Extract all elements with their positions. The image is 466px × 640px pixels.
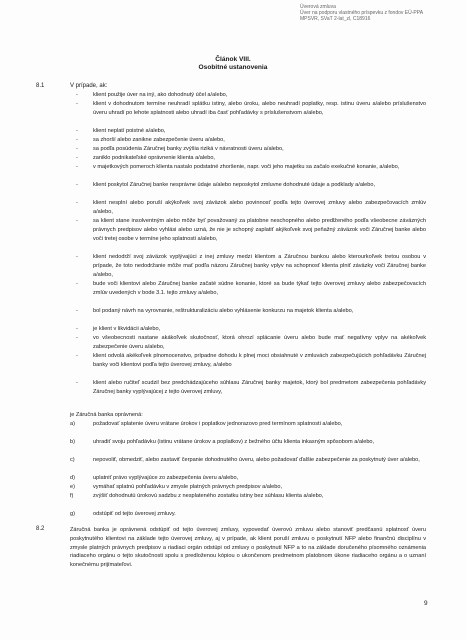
bullet-marker: - (76, 353, 78, 359)
rights-item-text: zvýšiť dohodnutú úrokovú sadzbu z nesplateného zostatku istiny bez súhlasu klienta a/alebo, (93, 493, 324, 499)
rights-item-label: a) (70, 421, 75, 427)
bullet-marker: - (76, 137, 78, 143)
condition-item: klient poskytol Záručnej banke nesprávne údaje a/alebo neposkytol zmluvne dohodnuté údaje a podklady a/alebo, (93, 182, 376, 188)
condition-item: klient alebo ručiteľ scudzil bez predchádzajúceho súhlasu Záručnej banky majetok, ktorý bol predmetom zabezpečenia pohľadávky Záručnej banky vyplývajúcej z tejto úverovej zmluvy, (93, 380, 426, 395)
condition-item: sa klient stane insolventným alebo môže byť považovaný za platobne neschopného alebo predlženého podľa všeobecne záväzných právnych predpisov alebo vyhlási alebo uzná, že nie je schopný zaplatiť akýkoľvek svoj peňažný záväzok voči Záručnej banke alebo voči tretej osobe v termíne jeho splatnosti a/alebo, (93, 218, 426, 242)
bullet-marker: - (76, 92, 78, 98)
rights-item-text: uhradiť svoju pohľadávku (istinu vrátane úrokov a poplatkov) z bežného účtu klienta inkasným spôsobom a/alebo, (93, 439, 375, 445)
condition-item: klient nesplní alebo poruší akýkoľvek svoj záväzok alebo povinnosť podľa tejto úverovej zmluvy alebo zabezpečovacích zmlúv a/alebo, (93, 200, 426, 215)
section-8-1-intro: V prípade, ak: (70, 83, 108, 89)
bullet-marker: - (76, 335, 78, 341)
article-number: Článok VIII. (215, 56, 251, 63)
section-8-2-text: Záručná banka je oprávnená odstúpiť od tejto úverovej zmluvy, vypovedať úverovú zmluvu alebo stanoviť predčasnú splatnosť úveru poskytnutého klientovi na základe tejto úverovej zmluvy, aj v prípade, ak klient poruší zmluvu o poskytnutí NFP alebo finančnú disciplínu v zmysle platných právnych predpisov a riadiaci orgán odstúpi od zmluvy o poskytnutí NFP a to na základe doručeného písomného oznámenia riadiaceho orgánu o tejto skutočnosti spolu s predloženou kópiou o ukončenom predmetnom platobnom úkone riadiaceho orgánu a o uznaní konečnému prijímateľovi. (70, 527, 426, 569)
rights-intro: je Záručná banka oprávnená: (70, 412, 143, 418)
bullet-marker: - (76, 101, 78, 107)
bullet-marker: - (76, 164, 78, 170)
page-number: 9 (424, 600, 428, 607)
bullet-marker: - (76, 155, 78, 161)
condition-item: klient použije úver na iný, ako dohodnutý účel a/alebo, (93, 92, 228, 98)
rights-item-label: d) (70, 475, 75, 481)
rights-item-text: vymáhať splatnú pohľadávku v zmysle platných právnych predpisov a/alebo, (93, 484, 283, 490)
condition-item: v majetkových pomeroch klienta nastalo podstatné zhoršenie, napr. voči jeho majetku sa začalo exekučné konanie, a/alebo, (93, 164, 400, 170)
bullet-marker: - (76, 128, 78, 134)
condition-item: sa podľa posúdenia Záručnej banky zvýšia riziká v návratnosti úveru a/alebo, (93, 146, 284, 152)
section-number-8-2: 8.2 (36, 526, 45, 532)
rights-item-label: g) (70, 511, 75, 517)
condition-item: sa zhorší alebo zanikne zabezpečenie úveru a/alebo, (93, 137, 225, 143)
condition-item: bol podaný návrh na vyrovnanie, reštrukturalizáciu alebo vyhlásenie konkurzu na majetok klienta a/alebo, (93, 308, 354, 314)
bullet-marker: - (76, 380, 78, 386)
rights-item-label: c) (70, 457, 75, 463)
rights-item-label: f) (70, 493, 74, 499)
bullet-marker: - (76, 254, 78, 260)
condition-item: klient neplatí poistné a/alebo, (93, 128, 166, 134)
condition-item: klient v dohodnutom termíne neuhradí splátku istiny, alebo úroku, alebo neuhradí poplatky, resp. istinu úveru a/alebo príslušenstvo úveru uhradí po lehote splatnosti alebo uhradí iba časť pohľadávky s príslušenstvom a/alebo, (93, 101, 426, 116)
rights-item-text: požadovať splatenie úveru vrátane úrokov i poplatkov jednorazovo pred termínom splatnosti a/alebo, (93, 421, 343, 427)
header-line-1: Úverová zmluva (300, 4, 336, 10)
bullet-marker: - (76, 200, 78, 206)
condition-item: klient odvolá akékoľvek plnomocenstvo, prípadne dohodu k plnej moci obsiahnuté v zmluvách zabezpečujúcich pohľadávku Záručnej banky voči klientovi podľa tejto úverovej zmluvy, a/alebo (93, 353, 426, 368)
bullet-marker: - (76, 326, 78, 332)
article-heading: Osobitné ustanovenia (198, 64, 268, 71)
condition-item: vo všeobecnosti nastane akákoľvek skutočnosť, ktorá ohrozí splácanie úveru alebo bude mať negatívny vplyv na akékoľvek zabezpečenie úveru a/alebo, (93, 335, 426, 350)
bullet-marker: - (76, 146, 78, 152)
header-line-3: MPSVR, SVaT 2-lat_zl, C18916 (300, 16, 371, 23)
condition-item: klient nedodrží svoj záväzok vyplývajúci z inej zmluvy medzi klientom a Záručnou bankou alebo kterourkoľvek tretou osobou v prípade, že toto nedodržanie môže mať podľa názoru Záručnej banky vplyv na schopnosť klienta plniť záväzky voči Záručnej banke a/alebo, (93, 254, 426, 278)
rights-item-text: uplatniť právo vyplývajúce zo zabezpečenia úveru a/alebo, (93, 475, 239, 481)
header-line-2: Úver na podporu vlastného príspevku z fondov EÚ-PPA (300, 10, 424, 17)
rights-item-label: b) (70, 439, 75, 445)
bullet-marker: - (76, 308, 78, 314)
condition-item: bude voči klientovi alebo Záručnej banke začaté súdne konanie, ktoré sa bude týkať tejto úverovej zmluvy alebo zabezpečovacích zmlúv uvedených v bode 3.1. tejto zmluvy a/alebo, (93, 281, 426, 296)
bullet-marker: - (76, 218, 78, 224)
rights-item-text: odstúpiť od tejto úverovej zmluvy. (93, 511, 176, 517)
section-number-8-1: 8.1 (36, 83, 45, 89)
condition-item: zaniklo podnikateľské oprávnenie klienta a/alebo, (93, 155, 215, 161)
bullet-marker: - (76, 281, 78, 287)
rights-item-text: nepovoliť, obmedziť, alebo zastaviť čerpanie dohodnutého úveru, alebo požadovať ďalšie zabezpečenie za poskytnutý úver a/alebo, (93, 457, 420, 463)
bullet-marker: - (76, 182, 78, 188)
document-header (300, 4, 460, 23)
condition-item: je klient v likvidácii a/alebo, (93, 326, 161, 332)
rights-item-label: e) (70, 484, 75, 490)
